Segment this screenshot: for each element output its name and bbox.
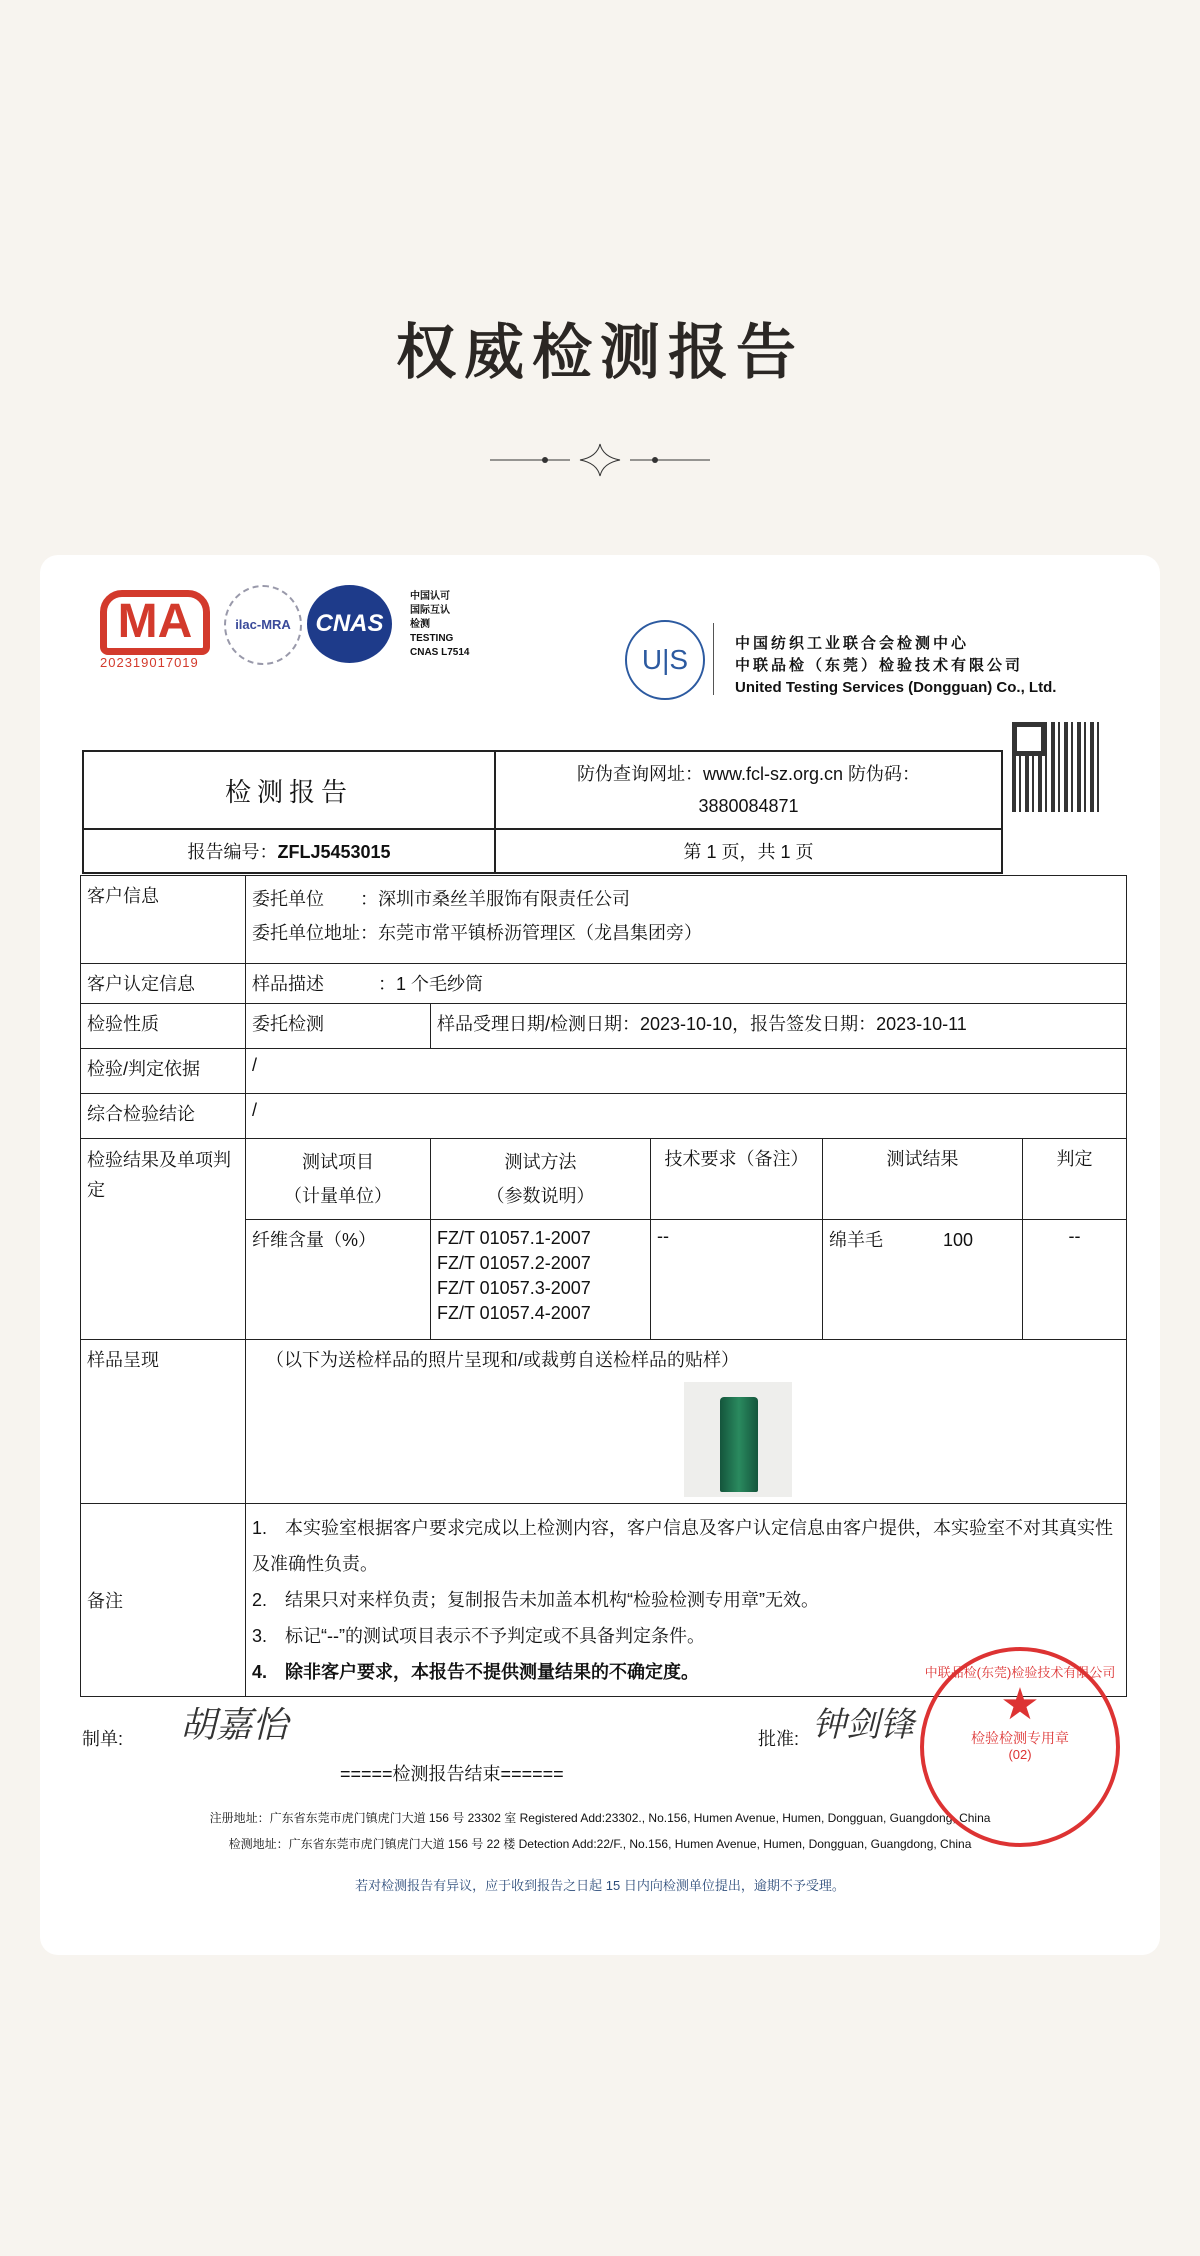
col-header: 判定: [1023, 1139, 1127, 1220]
row-label: 样品呈现: [81, 1340, 246, 1504]
remark-item: 3. 标记“--”的测试项目表示不予判定或不具备判定条件。: [252, 1626, 705, 1646]
approver-signature: 钟剑锋: [812, 1705, 914, 1745]
basis-value: /: [246, 1049, 1127, 1094]
report-no-value: ZFLJ5453015: [277, 842, 391, 862]
report-no-label: 报告编号：: [187, 842, 278, 862]
col-header: 测试项目 （计量单位）: [246, 1139, 431, 1220]
inspection-dates: 样品受理日期/检测日期：2023-10-10，报告签发日期：2023-10-11: [431, 1004, 1127, 1049]
anti-fake-code: 3880084871: [698, 796, 799, 816]
fiber-value: 100: [943, 1230, 974, 1250]
remark-item: 2. 结果只对来样负责；复制报告未加盖本机构“检验检测专用章”无效。: [252, 1590, 819, 1610]
method: FZ/T 01057.4-2007: [437, 1303, 591, 1323]
sample-description: 样品描述 ：1 个毛纱筒: [246, 964, 1127, 1004]
method: FZ/T 01057.2-2007: [437, 1253, 591, 1273]
test-result: [823, 1220, 1023, 1340]
maker-label: 制单:: [82, 1729, 124, 1749]
company-cn-2: 中联品检（东莞）检验技术有限公司: [735, 657, 1024, 674]
dispute-notice: 若对检测报告有异议，应于收到报告之日起 15 日内向检测单位提出，逾期不予受理。: [355, 1878, 845, 1893]
sample-photo: [684, 1382, 792, 1497]
test-methods: [431, 1220, 651, 1340]
conclusion-value: /: [246, 1094, 1127, 1139]
client-address: 委托单位地址：东莞市常平镇桥沥管理区（龙昌集团旁）: [252, 923, 702, 943]
row-label: 客户认定信息: [81, 964, 246, 1004]
maker-signature: 胡嘉怡: [180, 1705, 289, 1746]
cma-number: 202319017019: [100, 655, 199, 670]
cnas-text: [410, 590, 469, 660]
page-info: 第 1 页，共 1 页: [495, 829, 1002, 873]
cnas-line: 检测: [410, 619, 430, 630]
row-label: 备注: [81, 1504, 246, 1697]
stamp-sub: 检验检测专用章: [971, 1730, 1069, 1746]
remark-item: 4. 除非客户要求，本报告不提供测量结果的不确定度。: [252, 1662, 700, 1682]
report-end: =====检测报告结束======: [340, 1764, 564, 1784]
cnas-line: 国际互认: [410, 605, 450, 616]
remark-item: 1. 本实验室根据客户要求完成以上检测内容，客户信息及客户认定信息由客户提供，本实验室不对其真实性及准确性负责。: [252, 1518, 1114, 1574]
cma-logo: MA: [100, 590, 210, 655]
anti-fake-info: [495, 751, 1002, 829]
yarn-cone: [720, 1397, 758, 1492]
fiber-name: 绵羊毛: [829, 1230, 883, 1250]
col-header: 技术要求（备注）: [651, 1139, 823, 1220]
client-unit: 委托单位 ：深圳市桑丝羊服饰有限责任公司: [252, 889, 630, 909]
method: FZ/T 01057.3-2007: [437, 1278, 591, 1298]
col-header: 测试方法 （参数说明）: [431, 1139, 651, 1220]
uts-company-name: [735, 633, 1056, 699]
row-label: 检验性质: [81, 1004, 246, 1049]
ornament-divider: [490, 440, 710, 480]
approver-label: 批准:: [758, 1729, 800, 1749]
method: FZ/T 01057.1-2007: [437, 1228, 591, 1248]
ilac-mra-logo: ilac-MRA: [224, 585, 302, 665]
stamp-text: 中联品检(东莞)检验技术有限公司: [924, 1665, 1116, 1680]
stamp-number: (02): [1008, 1747, 1032, 1762]
uts-logo: U|S: [625, 620, 705, 700]
cnas-line: 中国认可: [410, 591, 450, 602]
row-label: 检验/判定依据: [81, 1049, 246, 1094]
cnas-line: TESTING: [410, 633, 454, 644]
official-stamp: [920, 1647, 1120, 1847]
report-body-table: [80, 875, 1127, 1697]
inspection-nature: 委托检测: [246, 1004, 431, 1049]
sample-presentation: [246, 1340, 1127, 1504]
cnas-line: CNAS L7514: [410, 647, 470, 658]
report-card: [40, 555, 1160, 1955]
page-title: 权威检测报告: [396, 318, 804, 388]
anti-fake-url: 防伪查询网址：www.fcl-sz.org.cn 防伪码：: [576, 764, 921, 784]
row-label: 检验结果及单项判定: [81, 1139, 246, 1340]
company-en: United Testing Services (Dongguan) Co., Ltd.: [735, 679, 1057, 696]
col-header: 测试结果: [823, 1139, 1023, 1220]
star-icon: ★: [1000, 1680, 1040, 1729]
report-header-table: [82, 750, 1003, 874]
registered-address: 注册地址：广东省东莞市虎门镇虎门大道 156 号 23302 室 Registered Add:23302., No.156, Humen Avenue, Humen, Dongguan, Guangdong, China: [209, 1811, 991, 1825]
cnas-logo: CNAS: [307, 585, 392, 663]
test-item: 纤维含量（%）: [246, 1220, 431, 1340]
report-title: 检测报告: [83, 751, 495, 829]
divider: [713, 623, 714, 695]
row-label: 客户信息: [81, 876, 246, 964]
detection-address: 检测地址：广东省东莞市虎门镇虎门大道 156 号 22 楼 Detection Add:22/F., No.156, Humen Avenue, Humen, Dongguan, Guangdong, China: [228, 1837, 972, 1851]
requirement: --: [651, 1220, 823, 1340]
client-info: [246, 876, 1127, 964]
company-cn-1: 中国纺织工业联合会检测中心: [735, 635, 970, 652]
sample-note: （以下为送检样品的照片呈现和/或裁剪自送检样品的贴样）: [266, 1350, 739, 1370]
report-number: [83, 829, 495, 873]
judgement: --: [1023, 1220, 1127, 1340]
qr-code[interactable]: [1012, 722, 1102, 812]
row-label: 综合检验结论: [81, 1094, 246, 1139]
